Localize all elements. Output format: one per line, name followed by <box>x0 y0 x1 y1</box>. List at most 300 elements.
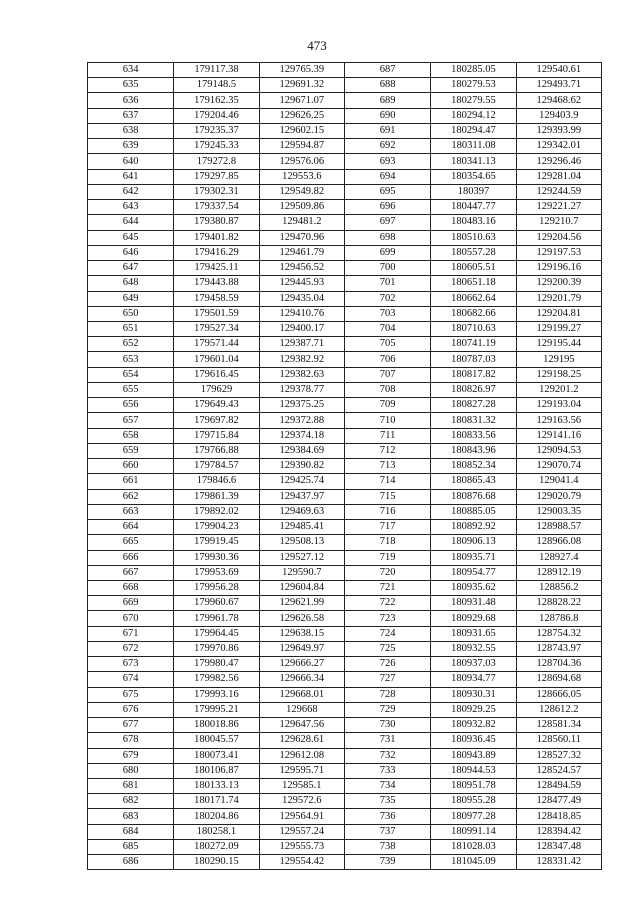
x-coordinate-cell: 180833.56 <box>431 428 516 443</box>
point-number-cell: 689 <box>344 93 430 108</box>
table-row <box>88 611 602 626</box>
table-row <box>88 337 602 352</box>
table-row <box>88 154 602 169</box>
x-coordinate-cell: 179904.23 <box>174 520 259 535</box>
y-coordinate-cell: 129387.71 <box>259 337 344 352</box>
table-row <box>88 702 602 717</box>
table-row <box>88 230 602 245</box>
point-number-cell: 667 <box>88 565 174 580</box>
table-row <box>88 139 602 154</box>
x-coordinate-cell: 180955.28 <box>431 794 516 809</box>
y-coordinate-cell: 129201.2 <box>516 382 601 397</box>
x-coordinate-cell: 180929.25 <box>431 702 516 717</box>
point-number-cell: 661 <box>88 474 174 489</box>
table-row <box>88 718 602 733</box>
point-number-cell: 674 <box>88 672 174 687</box>
point-number-cell: 648 <box>88 276 174 291</box>
point-number-cell: 635 <box>88 78 174 93</box>
table-row <box>88 550 602 565</box>
y-coordinate-cell: 129765.39 <box>259 63 344 78</box>
point-number-cell: 647 <box>88 261 174 276</box>
x-coordinate-cell: 179892.02 <box>174 504 259 519</box>
x-coordinate-cell: 179919.45 <box>174 535 259 550</box>
point-number-cell: 683 <box>88 809 174 824</box>
coordinates-table-body <box>88 63 602 870</box>
x-coordinate-cell: 179401.82 <box>174 230 259 245</box>
y-coordinate-cell: 129585.1 <box>259 779 344 794</box>
y-coordinate-cell: 129604.84 <box>259 580 344 595</box>
y-coordinate-cell: 128988.57 <box>516 520 601 535</box>
x-coordinate-cell: 180662.64 <box>431 291 516 306</box>
point-number-cell: 712 <box>344 443 430 458</box>
table-row <box>88 184 602 199</box>
x-coordinate-cell: 180817.82 <box>431 367 516 382</box>
y-coordinate-cell: 129221.27 <box>516 200 601 215</box>
table-row <box>88 108 602 123</box>
y-coordinate-cell: 129638.15 <box>259 626 344 641</box>
y-coordinate-cell: 129204.56 <box>516 230 601 245</box>
y-coordinate-cell: 129198.25 <box>516 367 601 382</box>
x-coordinate-cell: 179993.16 <box>174 687 259 702</box>
y-coordinate-cell: 129668 <box>259 702 344 717</box>
x-coordinate-cell: 180929.68 <box>431 611 516 626</box>
point-number-cell: 720 <box>344 565 430 580</box>
y-coordinate-cell: 129564.91 <box>259 809 344 824</box>
x-coordinate-cell: 181045.09 <box>431 855 516 870</box>
point-number-cell: 651 <box>88 321 174 336</box>
x-coordinate-cell: 180935.62 <box>431 580 516 595</box>
y-coordinate-cell: 129372.88 <box>259 413 344 428</box>
y-coordinate-cell: 129410.76 <box>259 306 344 321</box>
point-number-cell: 715 <box>344 489 430 504</box>
y-coordinate-cell: 128694.68 <box>516 672 601 687</box>
y-coordinate-cell: 129384.69 <box>259 443 344 458</box>
y-coordinate-cell: 129195 <box>516 352 601 367</box>
table-row <box>88 763 602 778</box>
y-coordinate-cell: 129393.99 <box>516 123 601 138</box>
point-number-cell: 672 <box>88 641 174 656</box>
point-number-cell: 671 <box>88 626 174 641</box>
point-number-cell: 679 <box>88 748 174 763</box>
table-row <box>88 687 602 702</box>
table-row <box>88 276 602 291</box>
x-coordinate-cell: 180865.43 <box>431 474 516 489</box>
point-number-cell: 685 <box>88 839 174 854</box>
point-number-cell: 642 <box>88 184 174 199</box>
point-number-cell: 725 <box>344 641 430 656</box>
y-coordinate-cell: 129041.4 <box>516 474 601 489</box>
x-coordinate-cell: 180682.66 <box>431 306 516 321</box>
point-number-cell: 638 <box>88 123 174 138</box>
x-coordinate-cell: 180741.19 <box>431 337 516 352</box>
point-number-cell: 731 <box>344 733 430 748</box>
y-coordinate-cell: 129196.16 <box>516 261 601 276</box>
y-coordinate-cell: 129468.62 <box>516 93 601 108</box>
x-coordinate-cell: 179953.69 <box>174 565 259 580</box>
table-row <box>88 520 602 535</box>
table-row <box>88 78 602 93</box>
point-number-cell: 726 <box>344 657 430 672</box>
y-coordinate-cell: 129020.79 <box>516 489 601 504</box>
y-coordinate-cell: 128394.42 <box>516 824 601 839</box>
y-coordinate-cell: 129200.39 <box>516 276 601 291</box>
point-number-cell: 659 <box>88 443 174 458</box>
x-coordinate-cell: 180311.08 <box>431 139 516 154</box>
point-number-cell: 658 <box>88 428 174 443</box>
x-coordinate-cell: 179980.47 <box>174 657 259 672</box>
table-row <box>88 596 602 611</box>
y-coordinate-cell: 128524.57 <box>516 763 601 778</box>
y-coordinate-cell: 129003.35 <box>516 504 601 519</box>
x-coordinate-cell: 179501.59 <box>174 306 259 321</box>
point-number-cell: 711 <box>344 428 430 443</box>
x-coordinate-cell: 180931.65 <box>431 626 516 641</box>
y-coordinate-cell: 128347.48 <box>516 839 601 854</box>
y-coordinate-cell: 128927.4 <box>516 550 601 565</box>
y-coordinate-cell: 129554.42 <box>259 855 344 870</box>
table-row <box>88 855 602 870</box>
y-coordinate-cell: 129201.79 <box>516 291 601 306</box>
table-row <box>88 443 602 458</box>
point-number-cell: 710 <box>344 413 430 428</box>
x-coordinate-cell: 179649.43 <box>174 398 259 413</box>
x-coordinate-cell: 180906.13 <box>431 535 516 550</box>
point-number-cell: 718 <box>344 535 430 550</box>
y-coordinate-cell: 129456.52 <box>259 261 344 276</box>
table-row <box>88 794 602 809</box>
table-row <box>88 200 602 215</box>
point-number-cell: 704 <box>344 321 430 336</box>
x-coordinate-cell: 179235.37 <box>174 123 259 138</box>
point-number-cell: 733 <box>344 763 430 778</box>
x-coordinate-cell: 179601.04 <box>174 352 259 367</box>
x-coordinate-cell: 180557.28 <box>431 245 516 260</box>
y-coordinate-cell: 129481.2 <box>259 215 344 230</box>
point-number-cell: 680 <box>88 763 174 778</box>
x-coordinate-cell: 179443.88 <box>174 276 259 291</box>
table-row <box>88 169 602 184</box>
x-coordinate-cell: 179162.35 <box>174 93 259 108</box>
x-coordinate-cell: 180943.89 <box>431 748 516 763</box>
y-coordinate-cell: 129549.82 <box>259 184 344 199</box>
point-number-cell: 676 <box>88 702 174 717</box>
x-coordinate-cell: 179337.54 <box>174 200 259 215</box>
y-coordinate-cell: 129382.63 <box>259 367 344 382</box>
table-row <box>88 291 602 306</box>
y-coordinate-cell: 129197.53 <box>516 245 601 260</box>
point-number-cell: 738 <box>344 839 430 854</box>
x-coordinate-cell: 180272.09 <box>174 839 259 854</box>
point-number-cell: 668 <box>88 580 174 595</box>
table-row <box>88 626 602 641</box>
point-number-cell: 652 <box>88 337 174 352</box>
point-number-cell: 656 <box>88 398 174 413</box>
point-number-cell: 639 <box>88 139 174 154</box>
point-number-cell: 702 <box>344 291 430 306</box>
y-coordinate-cell: 129666.34 <box>259 672 344 687</box>
x-coordinate-cell: 179616.45 <box>174 367 259 382</box>
y-coordinate-cell: 129666.27 <box>259 657 344 672</box>
point-number-cell: 660 <box>88 459 174 474</box>
point-number-cell: 650 <box>88 306 174 321</box>
table-row <box>88 824 602 839</box>
point-number-cell: 709 <box>344 398 430 413</box>
y-coordinate-cell: 129602.15 <box>259 123 344 138</box>
point-number-cell: 732 <box>344 748 430 763</box>
x-coordinate-cell: 180934.77 <box>431 672 516 687</box>
point-number-cell: 688 <box>344 78 430 93</box>
x-coordinate-cell: 180951.78 <box>431 779 516 794</box>
y-coordinate-cell: 129400.17 <box>259 321 344 336</box>
y-coordinate-cell: 129403.9 <box>516 108 601 123</box>
x-coordinate-cell: 180936.45 <box>431 733 516 748</box>
point-number-cell: 666 <box>88 550 174 565</box>
y-coordinate-cell: 129508.13 <box>259 535 344 550</box>
x-coordinate-cell: 179956.28 <box>174 580 259 595</box>
point-number-cell: 692 <box>344 139 430 154</box>
x-coordinate-cell: 179458.59 <box>174 291 259 306</box>
x-coordinate-cell: 179960.67 <box>174 596 259 611</box>
point-number-cell: 675 <box>88 687 174 702</box>
point-number-cell: 662 <box>88 489 174 504</box>
y-coordinate-cell: 129437.97 <box>259 489 344 504</box>
x-coordinate-cell: 180826.97 <box>431 382 516 397</box>
point-number-cell: 701 <box>344 276 430 291</box>
x-coordinate-cell: 179204.46 <box>174 108 259 123</box>
x-coordinate-cell: 180977.28 <box>431 809 516 824</box>
point-number-cell: 735 <box>344 794 430 809</box>
x-coordinate-cell: 180258.1 <box>174 824 259 839</box>
point-number-cell: 664 <box>88 520 174 535</box>
x-coordinate-cell: 179148.5 <box>174 78 259 93</box>
x-coordinate-cell: 180605.51 <box>431 261 516 276</box>
x-coordinate-cell: 180341.13 <box>431 154 516 169</box>
point-number-cell: 682 <box>88 794 174 809</box>
x-coordinate-cell: 179571.44 <box>174 337 259 352</box>
x-coordinate-cell: 180018.86 <box>174 718 259 733</box>
table-row <box>88 428 602 443</box>
x-coordinate-cell: 180831.32 <box>431 413 516 428</box>
y-coordinate-cell: 129435.04 <box>259 291 344 306</box>
y-coordinate-cell: 129193.04 <box>516 398 601 413</box>
table-row <box>88 779 602 794</box>
x-coordinate-cell: 180397 <box>431 184 516 199</box>
point-number-cell: 723 <box>344 611 430 626</box>
x-coordinate-cell: 179697.82 <box>174 413 259 428</box>
point-number-cell: 655 <box>88 382 174 397</box>
x-coordinate-cell: 180954.77 <box>431 565 516 580</box>
y-coordinate-cell: 129555.73 <box>259 839 344 854</box>
y-coordinate-cell: 129094.53 <box>516 443 601 458</box>
point-number-cell: 739 <box>344 855 430 870</box>
x-coordinate-cell: 180290.15 <box>174 855 259 870</box>
point-number-cell: 695 <box>344 184 430 199</box>
x-coordinate-cell: 179961.78 <box>174 611 259 626</box>
y-coordinate-cell: 129281.04 <box>516 169 601 184</box>
y-coordinate-cell: 128704.36 <box>516 657 601 672</box>
point-number-cell: 705 <box>344 337 430 352</box>
table-row <box>88 352 602 367</box>
x-coordinate-cell: 180045.57 <box>174 733 259 748</box>
x-coordinate-cell: 180106.87 <box>174 763 259 778</box>
x-coordinate-cell: 180171.74 <box>174 794 259 809</box>
y-coordinate-cell: 128527.32 <box>516 748 601 763</box>
x-coordinate-cell: 180937.03 <box>431 657 516 672</box>
table-row <box>88 245 602 260</box>
y-coordinate-cell: 129461.79 <box>259 245 344 260</box>
x-coordinate-cell: 180483.16 <box>431 215 516 230</box>
point-number-cell: 673 <box>88 657 174 672</box>
table-row <box>88 565 602 580</box>
point-number-cell: 691 <box>344 123 430 138</box>
x-coordinate-cell: 180354.65 <box>431 169 516 184</box>
x-coordinate-cell: 179302.31 <box>174 184 259 199</box>
point-number-cell: 678 <box>88 733 174 748</box>
x-coordinate-cell: 179846.6 <box>174 474 259 489</box>
y-coordinate-cell: 128743.97 <box>516 641 601 656</box>
x-coordinate-cell: 180651.18 <box>431 276 516 291</box>
point-number-cell: 657 <box>88 413 174 428</box>
y-coordinate-cell: 129509.86 <box>259 200 344 215</box>
y-coordinate-cell: 128828.22 <box>516 596 601 611</box>
y-coordinate-cell: 129691.32 <box>259 78 344 93</box>
y-coordinate-cell: 128494.59 <box>516 779 601 794</box>
x-coordinate-cell: 179964.45 <box>174 626 259 641</box>
table-row <box>88 459 602 474</box>
y-coordinate-cell: 128912.19 <box>516 565 601 580</box>
table-row <box>88 580 602 595</box>
point-number-cell: 736 <box>344 809 430 824</box>
point-number-cell: 637 <box>88 108 174 123</box>
table-row <box>88 398 602 413</box>
y-coordinate-cell: 128666.05 <box>516 687 601 702</box>
x-coordinate-cell: 180892.92 <box>431 520 516 535</box>
x-coordinate-cell: 180510.63 <box>431 230 516 245</box>
point-number-cell: 713 <box>344 459 430 474</box>
point-number-cell: 734 <box>344 779 430 794</box>
x-coordinate-cell: 180279.53 <box>431 78 516 93</box>
x-coordinate-cell: 180204.86 <box>174 809 259 824</box>
y-coordinate-cell: 129590.7 <box>259 565 344 580</box>
x-coordinate-cell: 180279.55 <box>431 93 516 108</box>
point-number-cell: 644 <box>88 215 174 230</box>
y-coordinate-cell: 128418.85 <box>516 809 601 824</box>
y-coordinate-cell: 128560.11 <box>516 733 601 748</box>
x-coordinate-cell: 180932.82 <box>431 718 516 733</box>
x-coordinate-cell: 179930.36 <box>174 550 259 565</box>
x-coordinate-cell: 181028.03 <box>431 839 516 854</box>
y-coordinate-cell: 128612.2 <box>516 702 601 717</box>
point-number-cell: 653 <box>88 352 174 367</box>
y-coordinate-cell: 129485.41 <box>259 520 344 535</box>
table-row <box>88 261 602 276</box>
point-number-cell: 693 <box>344 154 430 169</box>
point-number-cell: 684 <box>88 824 174 839</box>
point-number-cell: 687 <box>344 63 430 78</box>
y-coordinate-cell: 128754.32 <box>516 626 601 641</box>
point-number-cell: 699 <box>344 245 430 260</box>
y-coordinate-cell: 129469.63 <box>259 504 344 519</box>
point-number-cell: 700 <box>344 261 430 276</box>
y-coordinate-cell: 129296.46 <box>516 154 601 169</box>
table-row <box>88 641 602 656</box>
y-coordinate-cell: 129576.06 <box>259 154 344 169</box>
y-coordinate-cell: 129470.96 <box>259 230 344 245</box>
point-number-cell: 641 <box>88 169 174 184</box>
y-coordinate-cell: 129141.16 <box>516 428 601 443</box>
table-row <box>88 839 602 854</box>
table-row <box>88 63 602 78</box>
y-coordinate-cell: 129342.01 <box>516 139 601 154</box>
table-row <box>88 123 602 138</box>
y-coordinate-cell: 128581.34 <box>516 718 601 733</box>
x-coordinate-cell: 180932.55 <box>431 641 516 656</box>
table-row <box>88 657 602 672</box>
point-number-cell: 665 <box>88 535 174 550</box>
x-coordinate-cell: 179784.57 <box>174 459 259 474</box>
y-coordinate-cell: 129195.44 <box>516 337 601 352</box>
x-coordinate-cell: 179861.39 <box>174 489 259 504</box>
point-number-cell: 727 <box>344 672 430 687</box>
x-coordinate-cell: 180827.28 <box>431 398 516 413</box>
point-number-cell: 645 <box>88 230 174 245</box>
y-coordinate-cell: 129621.99 <box>259 596 344 611</box>
x-coordinate-cell: 179380.87 <box>174 215 259 230</box>
table-row <box>88 367 602 382</box>
x-coordinate-cell: 179297.85 <box>174 169 259 184</box>
point-number-cell: 721 <box>344 580 430 595</box>
point-number-cell: 730 <box>344 718 430 733</box>
y-coordinate-cell: 128856.2 <box>516 580 601 595</box>
page-number: 473 <box>307 38 327 53</box>
point-number-cell: 696 <box>344 200 430 215</box>
y-coordinate-cell: 129668.01 <box>259 687 344 702</box>
x-coordinate-cell: 180944.53 <box>431 763 516 778</box>
x-coordinate-cell: 180991.14 <box>431 824 516 839</box>
x-coordinate-cell: 179272.8 <box>174 154 259 169</box>
y-coordinate-cell: 129527.12 <box>259 550 344 565</box>
coordinates-table <box>87 62 602 870</box>
x-coordinate-cell: 180710.63 <box>431 321 516 336</box>
y-coordinate-cell: 129540.61 <box>516 63 601 78</box>
x-coordinate-cell: 180294.47 <box>431 123 516 138</box>
x-coordinate-cell: 179766.88 <box>174 443 259 458</box>
y-coordinate-cell: 129626.25 <box>259 108 344 123</box>
x-coordinate-cell: 179245.33 <box>174 139 259 154</box>
table-row <box>88 93 602 108</box>
x-coordinate-cell: 180885.05 <box>431 504 516 519</box>
point-number-cell: 670 <box>88 611 174 626</box>
y-coordinate-cell: 129204.81 <box>516 306 601 321</box>
point-number-cell: 634 <box>88 63 174 78</box>
table-row <box>88 809 602 824</box>
table-row <box>88 504 602 519</box>
x-coordinate-cell: 180447.77 <box>431 200 516 215</box>
table-row <box>88 474 602 489</box>
point-number-cell: 686 <box>88 855 174 870</box>
point-number-cell: 737 <box>344 824 430 839</box>
x-coordinate-cell: 179527.34 <box>174 321 259 336</box>
y-coordinate-cell: 129374.18 <box>259 428 344 443</box>
point-number-cell: 703 <box>344 306 430 321</box>
x-coordinate-cell: 180843.96 <box>431 443 516 458</box>
point-number-cell: 646 <box>88 245 174 260</box>
table-row <box>88 306 602 321</box>
point-number-cell: 640 <box>88 154 174 169</box>
table-row <box>88 382 602 397</box>
y-coordinate-cell: 128331.42 <box>516 855 601 870</box>
y-coordinate-cell: 128786.8 <box>516 611 601 626</box>
